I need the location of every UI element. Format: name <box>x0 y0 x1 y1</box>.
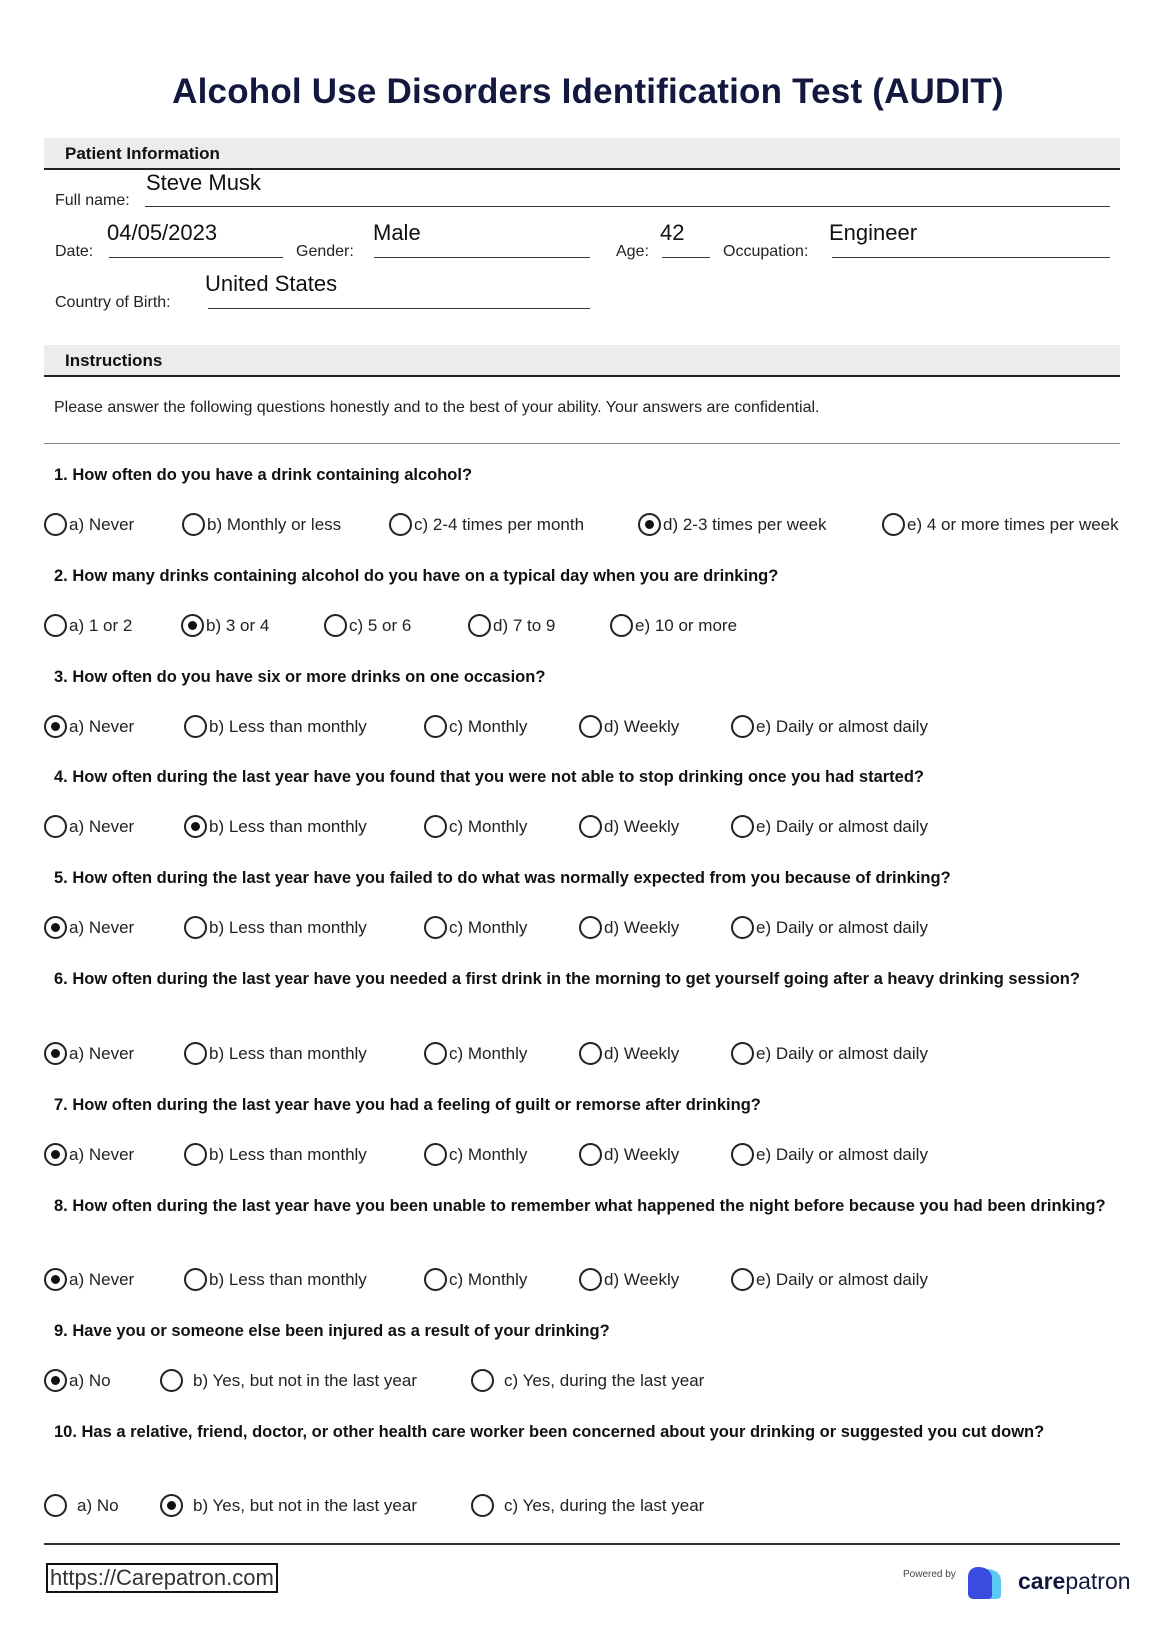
option-label: c) 5 or 6 <box>349 615 412 635</box>
carepatron-logo-icon <box>968 1565 1016 1599</box>
instructions-heading: Instructions <box>65 351 163 370</box>
option-label: a) Never <box>69 514 135 534</box>
radio-unchecked-icon[interactable] <box>579 1143 602 1166</box>
option-label: d) 7 to 9 <box>493 615 556 635</box>
radio-checked-icon[interactable] <box>44 1042 67 1065</box>
question-8-text: 8. How often during the last year have you been unable to remember what happened the night before because you had been drinking? <box>54 1197 1106 1215</box>
question-5-option-e[interactable] <box>731 916 928 939</box>
occupation-label: Occupation: <box>723 243 809 260</box>
radio-unchecked-icon[interactable] <box>731 1042 754 1065</box>
question-3-option-c[interactable] <box>424 715 527 738</box>
question-7-option-d[interactable] <box>579 1143 679 1166</box>
option-label: c) Monthly <box>449 716 528 736</box>
question-1-option-e[interactable] <box>882 513 1119 536</box>
age-line <box>662 257 710 258</box>
option-label: e) Daily or almost daily <box>756 816 928 836</box>
option-label: e) Daily or almost daily <box>756 716 928 736</box>
brand-bold: care <box>1018 1568 1066 1594</box>
radio-checked-icon[interactable] <box>638 513 661 536</box>
country-label: Country of Birth: <box>55 294 171 311</box>
question-4-text: 4. How often during the last year have you found that you were not able to stop drinking once you had started? <box>54 768 925 786</box>
patient-info-heading: Patient Information <box>65 144 220 163</box>
question-5-text: 5. How often during the last year have you failed to do what was normally expected from you because of drinking? <box>54 869 951 887</box>
radio-checked-icon[interactable] <box>160 1494 183 1517</box>
option-label: d) Weekly <box>604 1144 680 1164</box>
radio-unchecked-icon[interactable] <box>324 614 347 637</box>
option-label: c) Monthly <box>449 917 528 937</box>
option-label: d) Weekly <box>604 816 680 836</box>
question-7-option-c[interactable] <box>424 1143 527 1166</box>
radio-unchecked-icon[interactable] <box>424 916 447 939</box>
question-6-option-e[interactable] <box>731 1042 928 1065</box>
full-name-label: Full name: <box>55 192 130 209</box>
option-label: b) Monthly or less <box>207 514 342 534</box>
option-label: d) Weekly <box>604 716 680 736</box>
occupation-field[interactable]: Engineer <box>829 220 918 245</box>
radio-checked-icon[interactable] <box>44 916 67 939</box>
radio-unchecked-icon[interactable] <box>182 513 205 536</box>
option-label: a) No <box>69 1370 111 1390</box>
radio-unchecked-icon[interactable] <box>579 715 602 738</box>
question-6-option-a[interactable] <box>44 1042 134 1065</box>
question-1-option-d[interactable] <box>638 513 826 536</box>
radio-checked-icon[interactable] <box>181 614 204 637</box>
page-title: Alcohol Use Disorders Identification Test (AUDIT) <box>172 72 1004 111</box>
carepatron-link[interactable]: https://Carepatron.com <box>46 1563 278 1593</box>
radio-unchecked-icon[interactable] <box>389 513 412 536</box>
option-label: c) 2-4 times per month <box>414 514 585 534</box>
radio-unchecked-icon[interactable] <box>731 1268 754 1291</box>
radio-unchecked-icon[interactable] <box>184 1042 207 1065</box>
question-2-option-c[interactable] <box>324 614 411 637</box>
option-label: e) Daily or almost daily <box>756 1269 928 1289</box>
radio-unchecked-icon[interactable] <box>424 1268 447 1291</box>
radio-unchecked-icon[interactable] <box>579 1268 602 1291</box>
footer-divider <box>44 1543 1120 1545</box>
gender-field[interactable]: Male <box>373 220 421 245</box>
question-6-option-b[interactable] <box>184 1042 367 1065</box>
carepatron-brand <box>1018 1568 1131 1595</box>
option-label: e) 4 or more times per week <box>907 514 1119 534</box>
question-10-option-a[interactable] <box>44 1494 119 1517</box>
option-label: b) Yes, but not in the last year <box>193 1370 417 1390</box>
radio-unchecked-icon[interactable] <box>184 715 207 738</box>
option-label: c) Monthly <box>449 1144 528 1164</box>
question-5-option-c[interactable] <box>424 916 527 939</box>
question-3-option-b[interactable] <box>184 715 367 738</box>
question-5-option-d[interactable] <box>579 916 679 939</box>
question-3-option-d[interactable] <box>579 715 679 738</box>
question-5-option-b[interactable] <box>184 916 367 939</box>
question-1-option-c[interactable] <box>389 513 584 536</box>
full-name-field[interactable]: Steve Musk <box>146 170 261 195</box>
question-4-option-e[interactable] <box>731 815 928 838</box>
question-9-text: 9. Have you or someone else been injured as a result of your drinking? <box>54 1322 610 1340</box>
radio-unchecked-icon[interactable] <box>471 1369 494 1392</box>
radio-unchecked-icon[interactable] <box>424 815 447 838</box>
radio-unchecked-icon[interactable] <box>579 1042 602 1065</box>
option-label: b) Less than monthly <box>209 716 367 736</box>
question-4-option-b[interactable] <box>184 815 367 838</box>
question-2-text: 2. How many drinks containing alcohol do you have on a typical day when you are drinking? <box>54 567 779 585</box>
radio-unchecked-icon[interactable] <box>731 715 754 738</box>
option-label: b) Less than monthly <box>209 917 367 937</box>
option-label: e) 10 or more <box>635 615 738 635</box>
option-label: c) Yes, during the last year <box>504 1370 705 1390</box>
question-1-text: 1. How often do you have a drink containing alcohol? <box>54 466 473 484</box>
radio-checked-icon[interactable] <box>184 815 207 838</box>
radio-unchecked-icon[interactable] <box>184 1143 207 1166</box>
question-2-option-e[interactable] <box>610 614 737 637</box>
date-line <box>109 257 283 258</box>
radio-unchecked-icon[interactable] <box>731 916 754 939</box>
radio-unchecked-icon[interactable] <box>44 1494 67 1517</box>
question-3-option-a[interactable] <box>44 715 134 738</box>
question-2-option-a[interactable] <box>44 614 132 637</box>
question-9-option-a[interactable] <box>44 1369 111 1392</box>
option-label: b) Less than monthly <box>209 1043 367 1063</box>
option-label: c) Monthly <box>449 816 528 836</box>
radio-unchecked-icon[interactable] <box>471 1494 494 1517</box>
radio-unchecked-icon[interactable] <box>44 614 67 637</box>
option-label: b) Less than monthly <box>209 816 367 836</box>
occupation-line <box>832 257 1110 258</box>
country-field[interactable]: United States <box>205 271 338 296</box>
question-7-option-e[interactable] <box>731 1143 928 1166</box>
option-label: a) No <box>77 1495 119 1515</box>
question-9-option-b[interactable] <box>160 1369 417 1392</box>
date-field[interactable]: 04/05/2023 <box>107 220 218 245</box>
question-2-option-d[interactable] <box>468 614 555 637</box>
question-8-option-b[interactable] <box>184 1268 367 1291</box>
option-label: b) 3 or 4 <box>206 615 270 635</box>
radio-unchecked-icon[interactable] <box>731 1143 754 1166</box>
option-label: e) Daily or almost daily <box>756 1144 928 1164</box>
question-7-text: 7. How often during the last year have you had a feeling of guilt or remorse after drinking? <box>54 1096 761 1114</box>
question-10-option-b[interactable] <box>160 1494 417 1517</box>
option-label: e) Daily or almost daily <box>756 917 928 937</box>
question-8-option-a[interactable] <box>44 1268 134 1291</box>
radio-unchecked-icon[interactable] <box>44 513 67 536</box>
question-7-option-b[interactable] <box>184 1143 367 1166</box>
option-label: a) Never <box>69 816 135 836</box>
radio-checked-icon[interactable] <box>44 1268 67 1291</box>
question-10-option-c[interactable] <box>471 1494 704 1517</box>
question-6-option-c[interactable] <box>424 1042 527 1065</box>
option-label: d) Weekly <box>604 1269 680 1289</box>
radio-unchecked-icon[interactable] <box>184 1268 207 1291</box>
date-label: Date: <box>55 243 94 260</box>
question-8-option-c[interactable] <box>424 1268 527 1291</box>
option-label: b) Yes, but not in the last year <box>193 1495 417 1515</box>
brand-light: patron <box>1065 1568 1131 1594</box>
question-8-option-e[interactable] <box>731 1268 928 1291</box>
option-label: c) Yes, during the last year <box>504 1495 705 1515</box>
radio-checked-icon[interactable] <box>44 1369 67 1392</box>
question-2-option-b[interactable] <box>181 614 269 637</box>
question-3-option-e[interactable] <box>731 715 928 738</box>
radio-unchecked-icon[interactable] <box>424 715 447 738</box>
age-label: Age: <box>616 243 649 260</box>
powered-by-text: Powered by <box>903 1569 956 1580</box>
patient-info-header <box>44 138 1120 170</box>
option-label: b) Less than monthly <box>209 1144 367 1164</box>
radio-unchecked-icon[interactable] <box>44 815 67 838</box>
radio-unchecked-icon[interactable] <box>731 815 754 838</box>
instructions-header <box>44 345 1120 377</box>
age-field[interactable]: 42 <box>660 220 685 245</box>
question-5-option-a[interactable] <box>44 916 134 939</box>
question-4-option-a[interactable] <box>44 815 134 838</box>
option-label: c) Monthly <box>449 1269 528 1289</box>
question-4-option-c[interactable] <box>424 815 527 838</box>
radio-checked-icon[interactable] <box>44 715 67 738</box>
question-9-option-c[interactable] <box>471 1369 704 1392</box>
option-label: c) Monthly <box>449 1043 528 1063</box>
option-label: a) Never <box>69 1144 135 1164</box>
country-line <box>208 308 590 309</box>
instructions-divider <box>44 443 1120 444</box>
question-1-option-a[interactable] <box>44 513 134 536</box>
radio-unchecked-icon[interactable] <box>610 614 633 637</box>
question-10-text: 10. Has a relative, friend, doctor, or other health care worker been concerned about your drinking or suggested you cut down? <box>54 1423 1045 1441</box>
question-6-text: 6. How often during the last year have you needed a first drink in the morning to get yourself going after a heavy drinking session? <box>54 970 1080 988</box>
option-label: a) Never <box>69 1043 135 1063</box>
instructions-text: Please answer the following questions honestly and to the best of your ability. Your answers are confidential. <box>54 399 820 416</box>
radio-unchecked-icon[interactable] <box>160 1369 183 1392</box>
radio-unchecked-icon[interactable] <box>579 916 602 939</box>
gender-line <box>374 257 590 258</box>
question-3-text: 3. How often do you have six or more drinks on one occasion? <box>54 668 546 686</box>
radio-unchecked-icon[interactable] <box>579 815 602 838</box>
option-label: e) Daily or almost daily <box>756 1043 928 1063</box>
option-label: a) Never <box>69 917 135 937</box>
option-label: b) Less than monthly <box>209 1269 367 1289</box>
radio-checked-icon[interactable] <box>44 1143 67 1166</box>
radio-unchecked-icon[interactable] <box>424 1143 447 1166</box>
option-label: a) 1 or 2 <box>69 615 133 635</box>
gender-label: Gender: <box>296 243 354 260</box>
question-8-option-d[interactable] <box>579 1268 679 1291</box>
radio-unchecked-icon[interactable] <box>184 916 207 939</box>
full-name-line <box>145 206 1110 207</box>
question-4-option-d[interactable] <box>579 815 679 838</box>
option-label: d) 2-3 times per week <box>663 514 827 534</box>
option-label: d) Weekly <box>604 917 680 937</box>
radio-unchecked-icon[interactable] <box>882 513 905 536</box>
option-label: d) Weekly <box>604 1043 680 1063</box>
question-7-option-a[interactable] <box>44 1143 134 1166</box>
radio-unchecked-icon[interactable] <box>424 1042 447 1065</box>
question-1-option-b[interactable] <box>182 513 341 536</box>
question-6-option-d[interactable] <box>579 1042 679 1065</box>
option-label: a) Never <box>69 1269 135 1289</box>
option-label: a) Never <box>69 716 135 736</box>
radio-unchecked-icon[interactable] <box>468 614 491 637</box>
